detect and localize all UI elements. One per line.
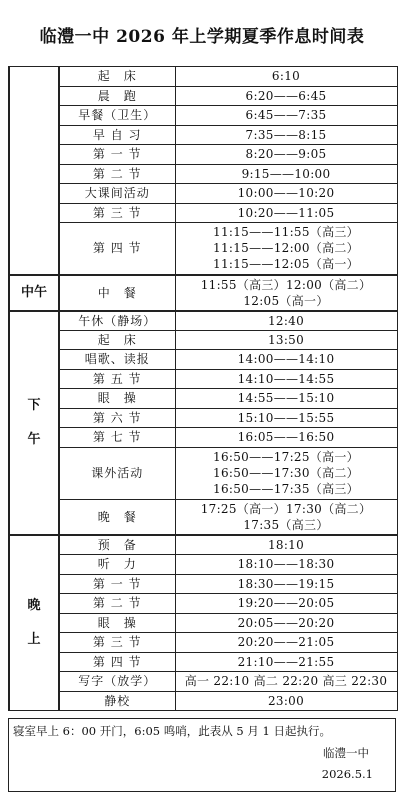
section-label-text: 中午 [20, 284, 47, 300]
activity-time [175, 311, 397, 331]
table-row [9, 594, 397, 614]
footer-note-box [8, 718, 396, 792]
table-row [9, 633, 397, 653]
table-row [9, 311, 397, 331]
activity-name: 听 力 [59, 555, 175, 575]
activity-name: 第 三 节 [59, 633, 175, 653]
table-row [9, 535, 397, 555]
activity-time [175, 184, 397, 204]
time-line: 21:10——21:55 [237, 654, 335, 669]
time-line: 14:10——14:55 [237, 371, 335, 386]
activity-time [175, 145, 397, 165]
activity-time [175, 613, 397, 633]
activity-name: 第 四 节 [59, 652, 175, 672]
time-line: 11:55（高三）12:00（高二） [200, 277, 372, 292]
time-line: 14:00——14:10 [237, 352, 335, 367]
time-line: 12:05（高一） [243, 293, 329, 308]
activity-name: 晚 餐 [59, 499, 175, 535]
table-row [9, 223, 397, 275]
time-line: 11:15——12:00（高二） [213, 241, 359, 256]
schedule-table [8, 66, 398, 711]
activity-time [175, 203, 397, 223]
activity-name: 课外活动 [59, 447, 175, 499]
activity-time [175, 330, 397, 350]
time-line: 16:05——16:50 [237, 430, 335, 445]
activity-time [175, 223, 397, 275]
section-label-morning [9, 67, 59, 275]
time-line: 6:10 [271, 69, 301, 84]
time-line: 16:50——17:35（高三） [213, 482, 359, 496]
section-label-text: 晚 [27, 598, 41, 613]
activity-time [175, 652, 397, 672]
activity-name: 第 一 节 [59, 574, 175, 594]
activity-name: 第 二 节 [59, 594, 175, 614]
activity-name: 唱歌、读报 [59, 350, 175, 370]
footer-signature: 临澧一中 [323, 746, 369, 760]
activity-time [175, 574, 397, 594]
activity-time [175, 275, 397, 311]
activity-time [175, 691, 397, 711]
schedule-body [9, 67, 397, 711]
table-row [9, 652, 397, 672]
table-row [9, 555, 397, 575]
section-label-evening [9, 535, 59, 711]
activity-name: 第 三 节 [59, 203, 175, 223]
table-row [9, 691, 397, 711]
table-row [9, 369, 397, 389]
time-line: 10:00——10:20 [237, 186, 335, 201]
activity-time [175, 594, 397, 614]
time-line: 20:05——20:20 [237, 615, 335, 630]
activity-name: 起 床 [59, 67, 175, 87]
activity-time [175, 408, 397, 428]
table-row [9, 275, 397, 311]
activity-time [175, 555, 397, 575]
activity-time [175, 447, 397, 499]
activity-name: 第 一 节 [59, 145, 175, 165]
time-line: 18:10——18:30 [237, 557, 335, 572]
table-row [9, 106, 397, 126]
activity-name: 写字（放学） [59, 672, 175, 692]
time-line: 7:35——8:15 [245, 127, 327, 142]
table-row [9, 125, 397, 145]
activity-time [175, 67, 397, 87]
time-line: 17:25（高一）17:30（高二） [200, 501, 372, 516]
activity-time [175, 164, 397, 184]
time-line: 高一 22:10 高二 22:20 高三 22:30 [184, 674, 388, 689]
section-label-afternoon [9, 311, 59, 536]
table-row [9, 613, 397, 633]
activity-name: 第 五 节 [59, 369, 175, 389]
activity-name: 晨 跑 [59, 86, 175, 106]
activity-name: 午休（静场） [59, 311, 175, 331]
activity-name: 早餐（卫生） [59, 106, 175, 126]
time-line: 8:20——9:05 [245, 147, 327, 162]
activity-name: 早 自 习 [59, 125, 175, 145]
time-line: 12:40 [267, 313, 305, 328]
table-row [9, 350, 397, 370]
page-title: 临澧一中 2026 年上学期夏季作息时间表 [39, 27, 365, 47]
activity-name: 静校 [59, 691, 175, 711]
activity-time [175, 428, 397, 448]
activity-name: 第 七 节 [59, 428, 175, 448]
table-row [9, 574, 397, 594]
activity-name: 眼 操 [59, 613, 175, 633]
time-line: 18:30——19:15 [237, 576, 335, 591]
section-label-text: 上 [27, 632, 41, 647]
activity-name: 中 餐 [59, 275, 175, 311]
time-line: 16:50——17:25（高一） [213, 450, 359, 464]
table-row [9, 67, 397, 87]
activity-time [175, 499, 397, 535]
time-line: 19:20——20:05 [237, 596, 335, 611]
time-line: 15:10——15:55 [237, 410, 335, 425]
section-label-text: 午 [27, 431, 41, 447]
activity-time [175, 350, 397, 370]
activity-name: 第 六 节 [59, 408, 175, 428]
table-row [9, 499, 397, 535]
activity-time [175, 369, 397, 389]
time-line: 18:10 [267, 538, 305, 552]
time-line: 13:50 [267, 332, 305, 347]
activity-time [175, 535, 397, 555]
table-row [9, 184, 397, 204]
activity-name: 第 四 节 [59, 223, 175, 275]
table-row [9, 408, 397, 428]
time-line: 6:20——6:45 [245, 88, 327, 103]
table-row [9, 86, 397, 106]
activity-time [175, 125, 397, 145]
activity-name: 眼 操 [59, 389, 175, 409]
time-line: 14:55——15:10 [237, 391, 335, 406]
activity-time [175, 672, 397, 692]
footer-date: 2026.5.1 [321, 767, 373, 781]
time-line: 23:00 [267, 693, 305, 708]
table-row [9, 145, 397, 165]
time-line: 9:15——10:00 [241, 166, 331, 181]
activity-name: 起 床 [59, 330, 175, 350]
section-label-noon [9, 275, 59, 311]
activity-time [175, 86, 397, 106]
time-line: 11:15——11:55（高三） [213, 225, 359, 240]
time-line: 10:20——11:05 [237, 205, 335, 220]
section-label-text: 下 [27, 397, 41, 413]
table-row [9, 203, 397, 223]
time-line: 20:20——21:05 [237, 635, 335, 650]
table-row [9, 428, 397, 448]
time-line: 17:35（高三） [243, 517, 329, 532]
time-line: 11:15——12:05（高一） [213, 257, 359, 272]
activity-time [175, 389, 397, 409]
table-row [9, 672, 397, 692]
table-row [9, 447, 397, 499]
footer-note: 寝室早上 6：00 开门，6:05 鸣哨，此表从 5 月 1 日起执行。 [13, 724, 331, 738]
time-line: 6:45——7:35 [245, 108, 327, 123]
time-line: 16:50——17:30（高二） [213, 466, 359, 480]
activity-name: 大课间活动 [59, 184, 175, 204]
table-row [9, 164, 397, 184]
activity-time [175, 106, 397, 126]
table-row [9, 330, 397, 350]
activity-time [175, 633, 397, 653]
activity-name: 第 二 节 [59, 164, 175, 184]
activity-name: 预 备 [59, 535, 175, 555]
table-row [9, 389, 397, 409]
